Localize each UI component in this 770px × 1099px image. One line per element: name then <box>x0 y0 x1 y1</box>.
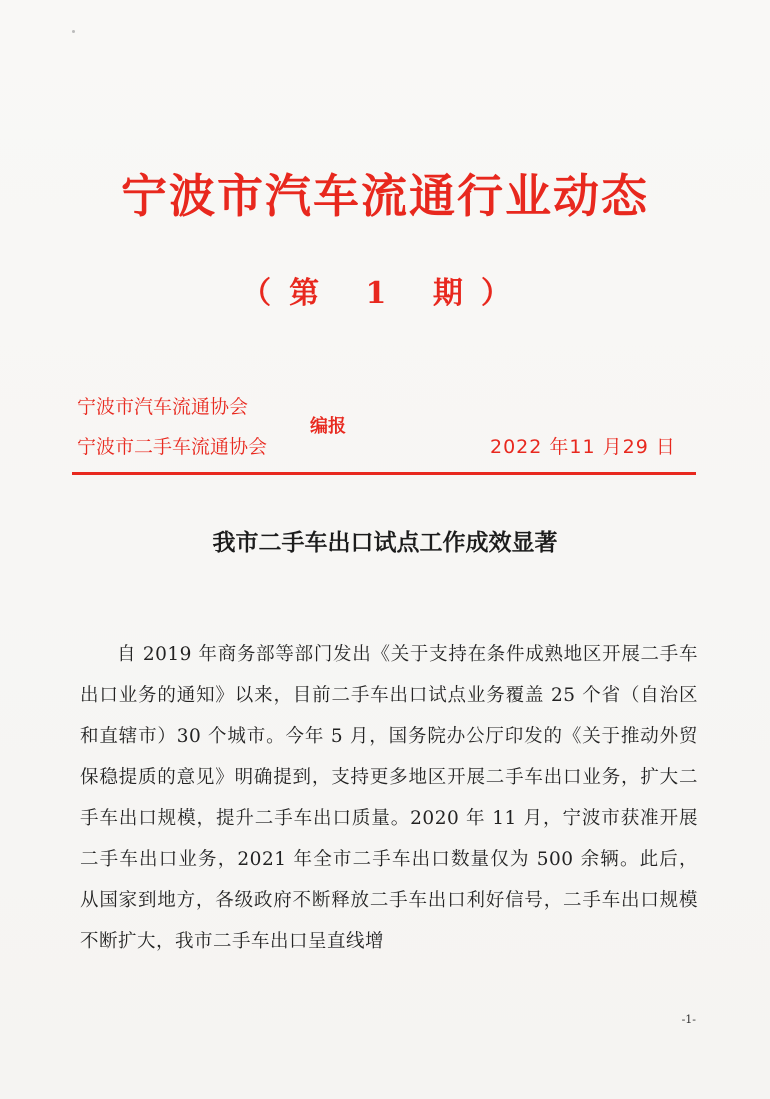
publisher-org-2: 宁波市二手车流通协会 <box>77 436 268 458</box>
page-number: -1- <box>681 1013 696 1026</box>
compile-label: 编报 <box>310 416 346 437</box>
masthead-title: 宁波市汽车流通行业动态 <box>121 169 649 223</box>
scan-speck <box>72 30 75 33</box>
publisher-org-1: 宁波市汽车流通协会 <box>77 396 249 418</box>
article-title: 我市二手车出口试点工作成效显著 <box>212 529 558 556</box>
article-body-paragraph: 自 2019 年商务部等部门发出《关于支持在条件成熟地区开展二手车出口业务的通知》以来，目前二手车出口试点业务覆盖 25 个省（自治区和直辖市）30 个城市。今年 5 月，国务院办公厅印发的《关于推动外贸保稳提质的意见》明确提到，支持更多地区开展二手车出口业务，扩大二手车出口规模，提升二手车出口质量。2020 年 11 月，宁波市获准开展二手车出口业务，2021 年全市二手车出口数量仅为 500 余辆。此后，从国家到地方，各级政府不断释放二手车出口利好信号，二手车出口规模不断扩大，我市二手车出口呈直线增 <box>80 644 698 952</box>
red-header-rule <box>72 472 696 475</box>
publish-date: 2022 年11 月29 日 <box>490 436 676 458</box>
issue-number: （第 1 期） <box>241 276 529 311</box>
